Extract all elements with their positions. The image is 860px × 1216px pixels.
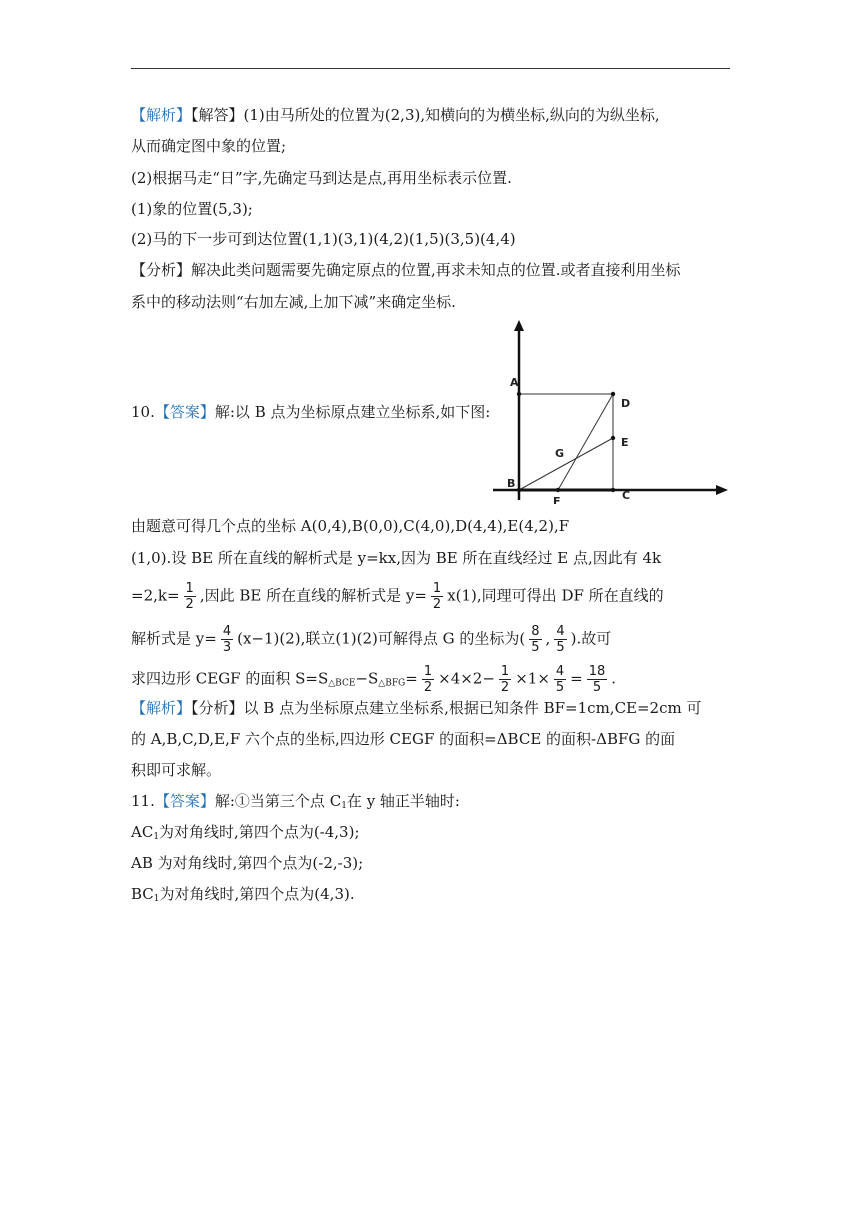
fraction-numerator: 1 bbox=[185, 581, 194, 596]
fraction-numerator: 4 bbox=[556, 624, 565, 639]
segment-BE bbox=[519, 438, 613, 490]
fraction-four-fifths bbox=[554, 624, 566, 655]
q10-text-3c: x(1),同理可得出 DF 所在直线的 bbox=[447, 586, 664, 605]
fraction-four-fifths bbox=[554, 664, 566, 695]
label-G: G bbox=[555, 447, 565, 460]
fraction-numerator: 18 bbox=[588, 664, 606, 679]
fraction-eight-fifths bbox=[529, 624, 541, 655]
q9-text-6: 解决此类问题需要先确定原点的位置,再求未知点的位置.或者直接利用坐标 bbox=[191, 261, 681, 279]
label-E: E bbox=[621, 436, 629, 449]
q10-intro-text: 解:以 B 点为坐标原点建立坐标系,如下图: bbox=[214, 403, 491, 421]
answer-tag: 【答案】 bbox=[154, 792, 215, 810]
fraction-denominator: 5 bbox=[531, 640, 540, 655]
q10-text-5c: = bbox=[405, 669, 418, 688]
q10-text-4c: , bbox=[545, 629, 551, 648]
fraction-denominator: 5 bbox=[555, 680, 565, 695]
q10-text-2: (1,0).设 BE 所在直线的解析式是 y=kx,因为 BE 所在直线经过 E 点,因此有 4k bbox=[131, 549, 662, 567]
q11-text-1b: 在 y 轴正半轴时: bbox=[346, 792, 460, 810]
q11-number: 11. bbox=[131, 792, 155, 810]
q10-analysis-text-1: 以 B 点为坐标原点建立坐标系,根据已知条件 BF=1cm,CE=2cm 可 bbox=[243, 699, 702, 717]
q10-text-3 bbox=[131, 581, 664, 612]
coordinate-figure bbox=[488, 318, 732, 504]
fraction-half bbox=[422, 664, 434, 695]
fraction-half bbox=[431, 581, 443, 612]
q10-number: 10. bbox=[131, 403, 155, 421]
subscript-bfg: △BFG bbox=[378, 678, 406, 689]
analysis-tag: 【解析】 bbox=[131, 699, 192, 717]
label-A: A bbox=[510, 376, 519, 389]
fraction-numerator: 1 bbox=[500, 664, 510, 679]
fraction-half bbox=[499, 664, 511, 695]
q10-text-3a: =2,k= bbox=[131, 586, 180, 605]
y-axis-arrow-icon bbox=[514, 320, 524, 331]
q10-text-4 bbox=[131, 624, 611, 655]
subscript-1: 1 bbox=[153, 832, 160, 842]
q11-text-4a: BC bbox=[131, 885, 154, 903]
q11-text-2b: 为对角线时,第四个点为(-4,3); bbox=[159, 823, 360, 841]
fraction-denominator: 3 bbox=[222, 640, 232, 655]
q10-text-4a: 解析式是 y= bbox=[131, 629, 217, 648]
analysis-tag: 【解析】 bbox=[131, 106, 192, 124]
fraction-denominator: 2 bbox=[432, 597, 442, 612]
q10-text-5e: ×1× bbox=[515, 669, 550, 688]
point-A bbox=[517, 392, 521, 396]
q11-line-2 bbox=[131, 821, 360, 848]
q9-analysis-line-1 bbox=[131, 104, 660, 126]
fraction-eighteen-fifths bbox=[587, 664, 608, 695]
q9-text-3: (2)根据马走“日”字,先确定马到达是点,再用坐标表示位置. bbox=[131, 169, 512, 187]
q11-line-4 bbox=[131, 883, 355, 910]
q11-text-1a: 解:①当第三个点 C bbox=[214, 792, 342, 810]
q10-analysis-3: 积即可求解。 bbox=[131, 761, 222, 779]
q11-line-3: AB 为对角线时,第四个点为(-2,-3); bbox=[131, 854, 364, 872]
fraction-half bbox=[184, 581, 196, 612]
q9-text-4: (1)象的位置(5,3); bbox=[131, 200, 253, 218]
point-E bbox=[611, 436, 615, 440]
label-B: B bbox=[507, 477, 516, 490]
q10-text-1: 由题意可得几个点的坐标 A(0,4),B(0,0),C(4,0),D(4,4),E(4,2),F bbox=[131, 517, 570, 535]
analysis-tag: 【分析】 bbox=[131, 261, 192, 279]
analysis-sub-tag: 【分析】 bbox=[191, 699, 244, 717]
subscript-bce: △BCE bbox=[328, 678, 356, 689]
q9-text-2: 从而确定图中象的位置; bbox=[131, 137, 287, 155]
q9-text-1: (1)由马所处的位置为(2,3),知横向的为横坐标,纵向的为纵坐标, bbox=[243, 106, 660, 124]
q10-analysis-1 bbox=[131, 697, 702, 719]
q11-text-2a: AC bbox=[131, 823, 154, 841]
x-axis-arrow-icon bbox=[716, 485, 728, 495]
q10-text-5d: ×4×2− bbox=[438, 669, 495, 688]
q11-text-4b: 为对角线时,第四个点为(4,3). bbox=[159, 885, 355, 903]
label-C: C bbox=[622, 489, 631, 502]
q10-text-5 bbox=[131, 664, 616, 695]
q10-text-5a: 求四边形 CEGF 的面积 S=S bbox=[131, 669, 329, 688]
fraction-numerator: 1 bbox=[432, 581, 442, 596]
fraction-denominator: 5 bbox=[592, 680, 602, 695]
fraction-numerator: 1 bbox=[423, 664, 433, 679]
subscript-1: 1 bbox=[153, 894, 160, 904]
fraction-denominator: 2 bbox=[423, 680, 433, 695]
fraction-denominator: 2 bbox=[500, 680, 510, 695]
fraction-numerator: 4 bbox=[222, 624, 232, 639]
q10-text-4d: ).故可 bbox=[570, 629, 612, 648]
q11-line-1 bbox=[131, 790, 460, 817]
header-rule bbox=[131, 68, 730, 69]
q10-intro bbox=[131, 401, 490, 423]
fraction-denominator: 5 bbox=[556, 640, 565, 655]
q9-text-5: (2)马的下一步可到达位置(1,1)(3,1)(4,2)(1,5)(3,5)(4,4) bbox=[131, 230, 516, 248]
q10-text-5f: = bbox=[570, 669, 583, 688]
point-C bbox=[611, 488, 615, 492]
answer-tag: 【解答】 bbox=[191, 106, 244, 124]
label-F: F bbox=[553, 495, 561, 504]
q10-text-5b: −S bbox=[355, 669, 379, 688]
subscript-1: 1 bbox=[341, 801, 347, 811]
fraction-denominator: 2 bbox=[185, 597, 194, 612]
fraction-numerator: 8 bbox=[531, 624, 540, 639]
q10-text-5g: . bbox=[611, 669, 617, 688]
point-D bbox=[611, 392, 615, 396]
label-D: D bbox=[621, 397, 631, 410]
q9-analysis-line-6 bbox=[131, 259, 681, 281]
q9-text-7: 系中的移动法则“右加左减,上加下减”来确定坐标. bbox=[131, 293, 456, 311]
q10-text-3b: ,因此 BE 所在直线的解析式是 y= bbox=[199, 586, 427, 605]
point-F bbox=[556, 488, 560, 492]
fraction-numerator: 4 bbox=[555, 664, 565, 679]
fraction-four-thirds bbox=[221, 624, 233, 655]
q10-text-4b: (x−1)(2),联立(1)(2)可解得点 G 的坐标为( bbox=[237, 629, 526, 648]
answer-tag: 【答案】 bbox=[154, 403, 215, 421]
q10-analysis-2: 的 A,B,C,D,E,F 六个点的坐标,四边形 CEGF 的面积=ΔBCE 的面积-ΔBFG 的面 bbox=[131, 730, 676, 748]
point-B bbox=[517, 488, 521, 492]
